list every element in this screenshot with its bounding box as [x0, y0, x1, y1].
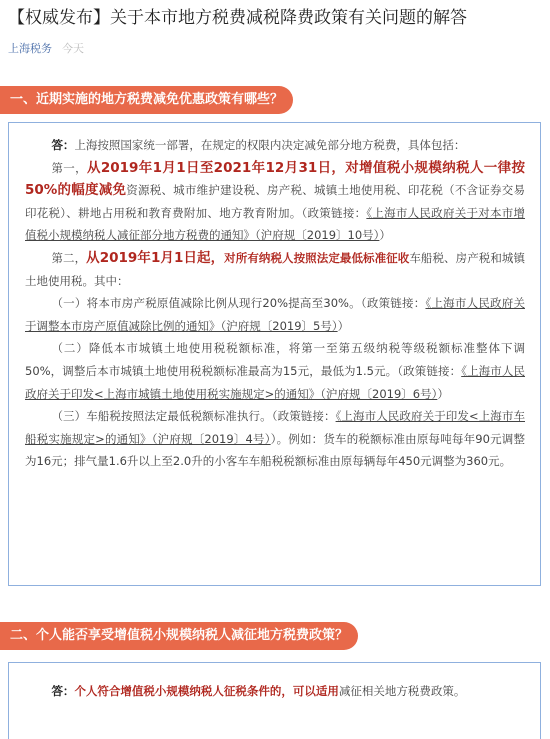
article-meta — [8, 40, 84, 56]
publish-date: 今天 — [62, 42, 84, 55]
policy-item-2 — [25, 337, 525, 405]
policy-second-date: 从2019年1月1日起， — [86, 249, 225, 266]
article-title: 【权威发布】关于本市地方税费减税降费政策有关问题的解答 — [8, 8, 467, 28]
answer-q2 — [25, 680, 525, 703]
policy-second-text: 车船税、房产税和城镇土地使用税。其中： — [25, 250, 525, 288]
section-label-q2: 二、个人能否享受增值税小规模纳税人减征地方税费政策？ — [0, 622, 358, 650]
policy-second — [25, 247, 525, 292]
policy-item-1 — [25, 292, 525, 337]
answer-content-q2 — [25, 680, 525, 703]
policy-first-lead: 第一， — [51, 160, 87, 175]
policy-item-2-text: （二）降低本市城镇土地使用税税额标准，将第一至第五级纳税等级税额标准整体下调50%，调整后本市城镇土地使用税税额标准最高为15元，最低为1.5元。（政策链接： — [25, 341, 525, 378]
answer-content-q1 — [25, 134, 525, 473]
policy-link-5[interactable]: 《上海市人民政府关于调整本市房产原值减除比例的通知》（沪府规〔2019〕5号） — [25, 296, 525, 333]
answer-q2-emphasis: 个人符合增值税小规模纳税人征税条件的，可以适用 — [74, 684, 339, 698]
policy-link-4[interactable]: 《上海市人民政府关于印发<上海市车船税实施规定>的通知》（沪府规〔2019〕4号） — [25, 409, 525, 446]
policy-first-emphasis: 对增值税小规模纳税人一律按50%的幅度减免 — [25, 159, 525, 199]
answer-label: 答： — [51, 138, 75, 152]
policy-item-3-end: ）。例如：货车的税额标准由原每吨每年90元调整为16元；排气量1.6升以上至2.0升的小客车车船税税额标准由原每辆每年450元调整为360元。 — [25, 431, 525, 469]
section-label-q1: 一、近期实施的地方税费减免优惠政策有哪些？ — [0, 86, 293, 114]
policy-item-1-text: （一）将本市房产税原值减除比例从现行20%提高至30%。（政策链接： — [51, 296, 426, 311]
policy-link-6[interactable]: 《上海市人民政府关于印发<上海市城镇土地使用税实施规定>的通知》（沪府规〔2019〕6号） — [25, 363, 526, 401]
account-name-link[interactable]: 上海税务 — [8, 42, 52, 55]
policy-item-3 — [25, 405, 525, 473]
policy-second-emphasis: 对所有纳税人按照法定最低标准征收 — [224, 250, 410, 265]
policy-link-10[interactable]: 《上海市人民政府关于对本市增值税小规模纳税人减征部分地方税费的通知》（沪府规〔2019〕10号） — [25, 205, 526, 243]
policy-first-date: 从2019年1月1日至2021年12月31日， — [87, 159, 346, 176]
answer-label: 答： — [51, 684, 75, 698]
policy-item-1-end: ） — [337, 318, 350, 333]
policy-second-lead: 第二， — [51, 250, 87, 265]
answer-intro — [25, 134, 525, 157]
policy-first-text: 资源税、城市维护建设税、房产税、城镇土地使用税、印花税（不含证券交易印花税）、耕地占用税和教育费附加、地方教育附加。（政策链接： — [25, 183, 525, 220]
answer-intro-text: 上海按照国家统一部署，在规定的权限内决定减免部分地方税费，具体包括： — [74, 138, 466, 152]
policy-item-3-text: （三）车船税按照法定最低税额标准执行。（政策链接： — [51, 409, 336, 424]
answer-q2-text: 减征相关地方税费政策。 — [338, 684, 466, 698]
policy-first-end: ） — [379, 228, 391, 243]
policy-first — [25, 157, 525, 247]
policy-item-2-end: ） — [437, 386, 449, 401]
